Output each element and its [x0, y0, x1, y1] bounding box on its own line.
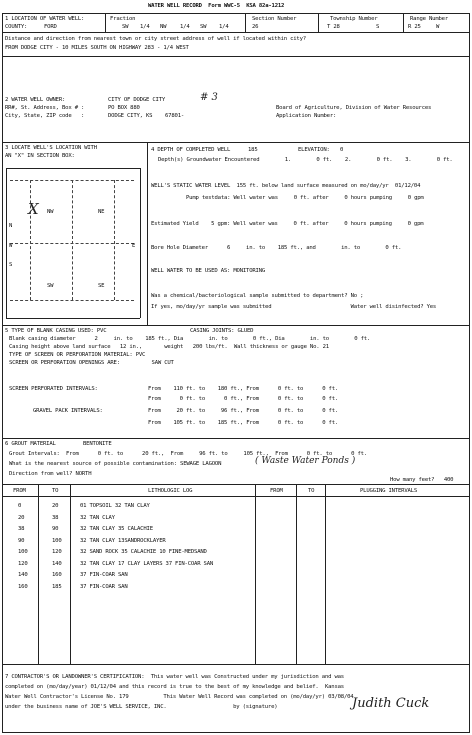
screen-type: TYPE OF SCREEN OR PERFORATION MATERIAL: PVC: [9, 352, 146, 358]
pump-test-line: Pump testdata: Well water was 0 ft. after 0 hours pumping 0 gpm: [186, 195, 424, 201]
direction-from-well: Direction from well? NORTH: [9, 471, 92, 477]
log-row-from: 90: [18, 537, 25, 544]
log-row-desc: 32 TAN CLAY: [80, 514, 115, 521]
log-row-to: 160: [52, 572, 62, 578]
log-header-to: TO: [52, 488, 59, 494]
yield-line: Estimated Yield 5 gpm: Well water was 0 ft. after 0 hours pumping 0 gpm: [151, 221, 424, 227]
elevation-label: ELEVATION:: [298, 147, 330, 153]
township-value: T 28: [327, 24, 340, 30]
certification-line-2: completed on (mo/day/year) 01/12/04 and this record is true to the best of my knowledge and belief. Kansas: [5, 684, 344, 690]
city-label: City, State, ZIP code :: [5, 113, 85, 119]
compass-n: N: [9, 223, 13, 229]
section-label: Section Number: [252, 16, 297, 22]
log-row-desc: 32 TAN CLAY 35 CALACHIE: [80, 526, 153, 532]
log-row-desc: 32 TAN CLAY 17 CLAY LAYERS 37 FIN-COAR SAN: [80, 560, 214, 567]
blank-casing-line: Blank casing diameter 2 in. to 185 ft., Dia in. to 0 ft., Dia in. to 0 ft.: [9, 336, 371, 342]
range-value: R 25: [408, 24, 421, 30]
screen-openings: SCREEN OR PERFORATION OPENINGS ARE: SAW CUT: [9, 360, 174, 366]
range-dir: W: [436, 24, 440, 30]
groundwater-line: Depth(s) Groundwater Encountered 1. 0 ft. 2. 0 ft. 3. 0 ft.: [158, 157, 453, 163]
city-value: DODGE CITY, KS 67801-: [108, 113, 185, 119]
depth-value: 185: [248, 147, 258, 153]
contamination-source: What is the nearest source of possible contamination: SEWAGE LAGOON: [9, 461, 222, 467]
screen-interval-2: From 0 ft. to 0 ft., From 0 ft. to 0 ft.: [148, 396, 339, 402]
gravel-pack-1: From 20 ft. to 96 ft., From 0 ft. to 0 ft.: [148, 408, 339, 414]
elevation-value: 0: [340, 147, 344, 153]
static-level-line: WELL'S STATIC WATER LEVEL 155 ft. below land surface measured on mo/day/yr 01/12/04: [151, 183, 421, 189]
log-row-to: 140: [52, 560, 62, 567]
fraction-2: NW: [160, 24, 167, 30]
gravel-pack-label: GRAVEL PACK INTERVALS:: [33, 408, 103, 414]
handwritten-well-number: # 3: [200, 92, 218, 103]
log-header-plugging: PLUGGING INTERVALS: [360, 488, 418, 494]
distance-question: Distance and direction from nearest town or city street address of well if located within city?: [5, 36, 306, 42]
certification-line-1: 7 CONTRACTOR'S OR LANDOWNER'S CERTIFICATION: This water well was Constructed under my jurisdiction and was: [5, 674, 344, 680]
log-row-from: 140: [18, 572, 28, 578]
grout-value: BENTONITE: [83, 441, 112, 447]
log-header-from-2: FROM: [270, 488, 283, 494]
address-label: RR#, St. Address, Box # :: [5, 105, 85, 111]
log-row-to: 38: [52, 514, 59, 521]
log-header-lithology: LITHOLOGIC LOG: [148, 488, 193, 494]
grout-intervals: Grout Intervals: From 0 ft. to 20 ft., From 96 ft. to 105 ft., From 0 ft. to 0 ft.: [9, 451, 367, 457]
compass-w: W: [9, 243, 13, 249]
border-bottom: [2, 732, 470, 733]
compass-s: S: [9, 262, 13, 268]
chem-sample-line: Was a chemical/bacteriological sample submitted to department? No ;: [151, 293, 364, 299]
border-top: [2, 13, 470, 14]
fraction-2-unit: 1/4: [180, 24, 190, 30]
log-header-to-2: TO: [308, 488, 315, 494]
log-row-desc: 01 TOPSOIL 32 TAN CLAY: [80, 503, 150, 509]
owner-value: CITY OF DODGE CITY: [108, 97, 166, 103]
log-row-to: 90: [52, 526, 59, 532]
screen-intervals-label: SCREEN PERFORATED INTERVALS:: [9, 386, 98, 392]
fraction-1-unit: 1/4: [140, 24, 150, 30]
address-value: PO BOX 880: [108, 105, 140, 111]
screen-interval-1: From 110 ft. to 180 ft., From 0 ft. to 0 ft.: [148, 386, 339, 392]
border-right: [469, 13, 470, 733]
quadrant-se: SE: [98, 283, 105, 289]
range-label: Range Number: [410, 16, 449, 22]
depth-label: 4 DEPTH OF COMPLETED WELL: [151, 147, 231, 153]
compass-e: E: [132, 243, 136, 249]
quadrant-ne: NE: [98, 209, 105, 215]
county-value: FORD: [44, 24, 57, 30]
owner-label: 2 WATER WELL OWNER:: [5, 97, 66, 103]
log-row-from: 160: [18, 583, 28, 590]
signature: Judith Cuck: [352, 696, 430, 711]
log-header-from: FROM: [13, 488, 26, 494]
form-title: WATER WELL RECORD Form WWC-5 KSA 82a-1212: [148, 3, 285, 9]
fraction-3-unit: 1/4: [219, 24, 229, 30]
log-row-desc: 32 TAN CLAY 13SANDROCKLAYER: [80, 537, 166, 544]
locate-title: 3 LOCATE WELL'S LOCATION WITH: [5, 145, 97, 151]
county-label: COUNTY:: [5, 24, 28, 30]
location-label: 1 LOCATION OF WATER WELL:: [5, 16, 85, 22]
fraction-1: SW: [122, 24, 129, 30]
casing-joints: CASING JOINTS: GLUED: [190, 328, 254, 334]
quadrant-nw: NW: [47, 209, 54, 215]
how-many-feet: How many feet? 400: [390, 477, 454, 483]
board-label: Board of Agriculture, Division of Water Resources: [276, 105, 432, 111]
gravel-pack-2: From 105 ft. to 185 ft., From 0 ft. to 0 ft.: [148, 420, 339, 426]
township-dir: S: [376, 24, 380, 30]
fraction-3: SW: [200, 24, 207, 30]
log-row-from: 38: [18, 526, 25, 532]
water-use-line: WELL WATER TO BE USED AS: MONITORING: [151, 268, 266, 274]
application-label: Application Number:: [276, 113, 337, 119]
grout-label: 6 GROUT MATERIAL: [5, 441, 56, 447]
log-row-from: 0: [18, 503, 22, 509]
log-row-from: 100: [18, 549, 28, 555]
handwritten-contamination-note: ( Waste Water Ponds ): [255, 456, 356, 466]
certification-line-4: under the business name of JOE'S WELL SERVICE, INC. by (signature): [5, 704, 278, 710]
log-row-from: 120: [18, 560, 28, 567]
section-value: 26: [252, 24, 259, 30]
certification-line-3: Water Well Contractor's License No. 179 This Water Well Record was completed on (mo/day/yr) 03/08/04: [5, 694, 354, 700]
casing-height-line: Casing height above land surface 12 in., weight 200 lbs/ft. Wall thickness or gauge No. 21: [9, 344, 329, 350]
sample-date-line: If yes, mo/day/yr sample was submitted Water well disinfected? Yes: [151, 304, 437, 310]
bore-line: Bore Hole Diameter 6 in. to 185 ft., and in. to 0 ft.: [151, 245, 402, 251]
fraction-label: Fraction: [110, 16, 136, 22]
quadrant-sw: SW: [47, 283, 54, 289]
log-row-desc: 32 SAND ROCK 35 CALACHIE 10 FINE-MEDSAND: [80, 549, 207, 555]
log-row-desc: 37 FIN-COAR SAN: [80, 572, 128, 578]
log-row-desc: 37 FIN-COAR SAN: [80, 583, 128, 590]
log-row-from: 20: [18, 514, 25, 521]
casing-type: 5 TYPE OF BLANK CASING USED: PVC: [5, 328, 107, 334]
log-row-to: 185: [52, 583, 62, 590]
log-row-to: 120: [52, 549, 62, 555]
township-label: Township Number: [330, 16, 378, 22]
log-row-to: 100: [52, 537, 62, 544]
border-left: [2, 13, 3, 733]
log-row-to: 20: [52, 503, 59, 509]
distance-value: FROM DODGE CITY - 10 MILES SOUTH ON HIGHWAY 283 - 1/4 WEST: [5, 45, 189, 51]
locate-title-2: AN "X" IN SECTION BOX:: [5, 153, 75, 159]
well-location-mark: X: [28, 200, 39, 218]
